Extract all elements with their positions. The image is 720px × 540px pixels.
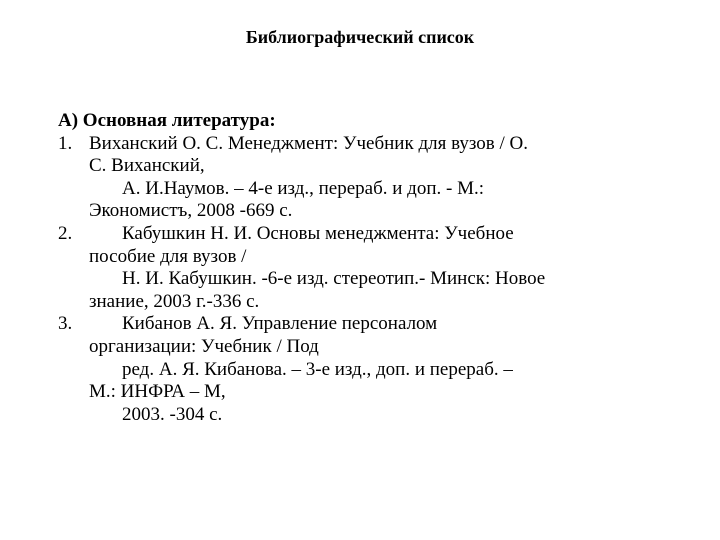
list-item [58,223,678,313]
list-item [58,133,678,223]
list-item-line: знание, 2003 г.-336 с. [89,290,260,312]
bibliography-content [58,110,678,426]
page-title: Библиографический список [245,27,475,47]
list-item-line: М.: ИНФРА – М, [89,381,226,403]
list-item-line: ред. А. Я. Кибанова. – 3-е изд., доп. и перераб. – [122,358,513,380]
list-item-line: организации: Учебник / Под [89,335,319,357]
section-heading: А) Основная литература: [58,110,276,131]
list-item-number: 1. [58,132,73,154]
list-item-line: Кибанов А. Я. Управление персоналом [122,313,438,335]
list-item-line: 2003. -304 с. [122,403,223,425]
list-item-line: С. Виханский, [89,155,205,177]
list-item-line: Кабушкин Н. И. Основы менеджмента: Учебное [122,222,514,244]
list-item-number: 3. [58,313,73,335]
list-item-line: Н. И. Кабушкин. -6-е изд. стереотип.- Минск: Новое [122,268,546,290]
list-item-line: пособие для вузов / [89,245,247,267]
list-item-line: Виханский О. С. Менеджмент: Учебник для вузов / О. [89,132,529,154]
list-item-line: А. И.Наумов. – 4-е изд., перераб. и доп. - М.: [122,177,485,199]
list-item [58,313,678,426]
list-item-number: 2. [58,222,73,244]
list-item-line: Экономистъ, 2008 -669 с. [89,200,293,222]
